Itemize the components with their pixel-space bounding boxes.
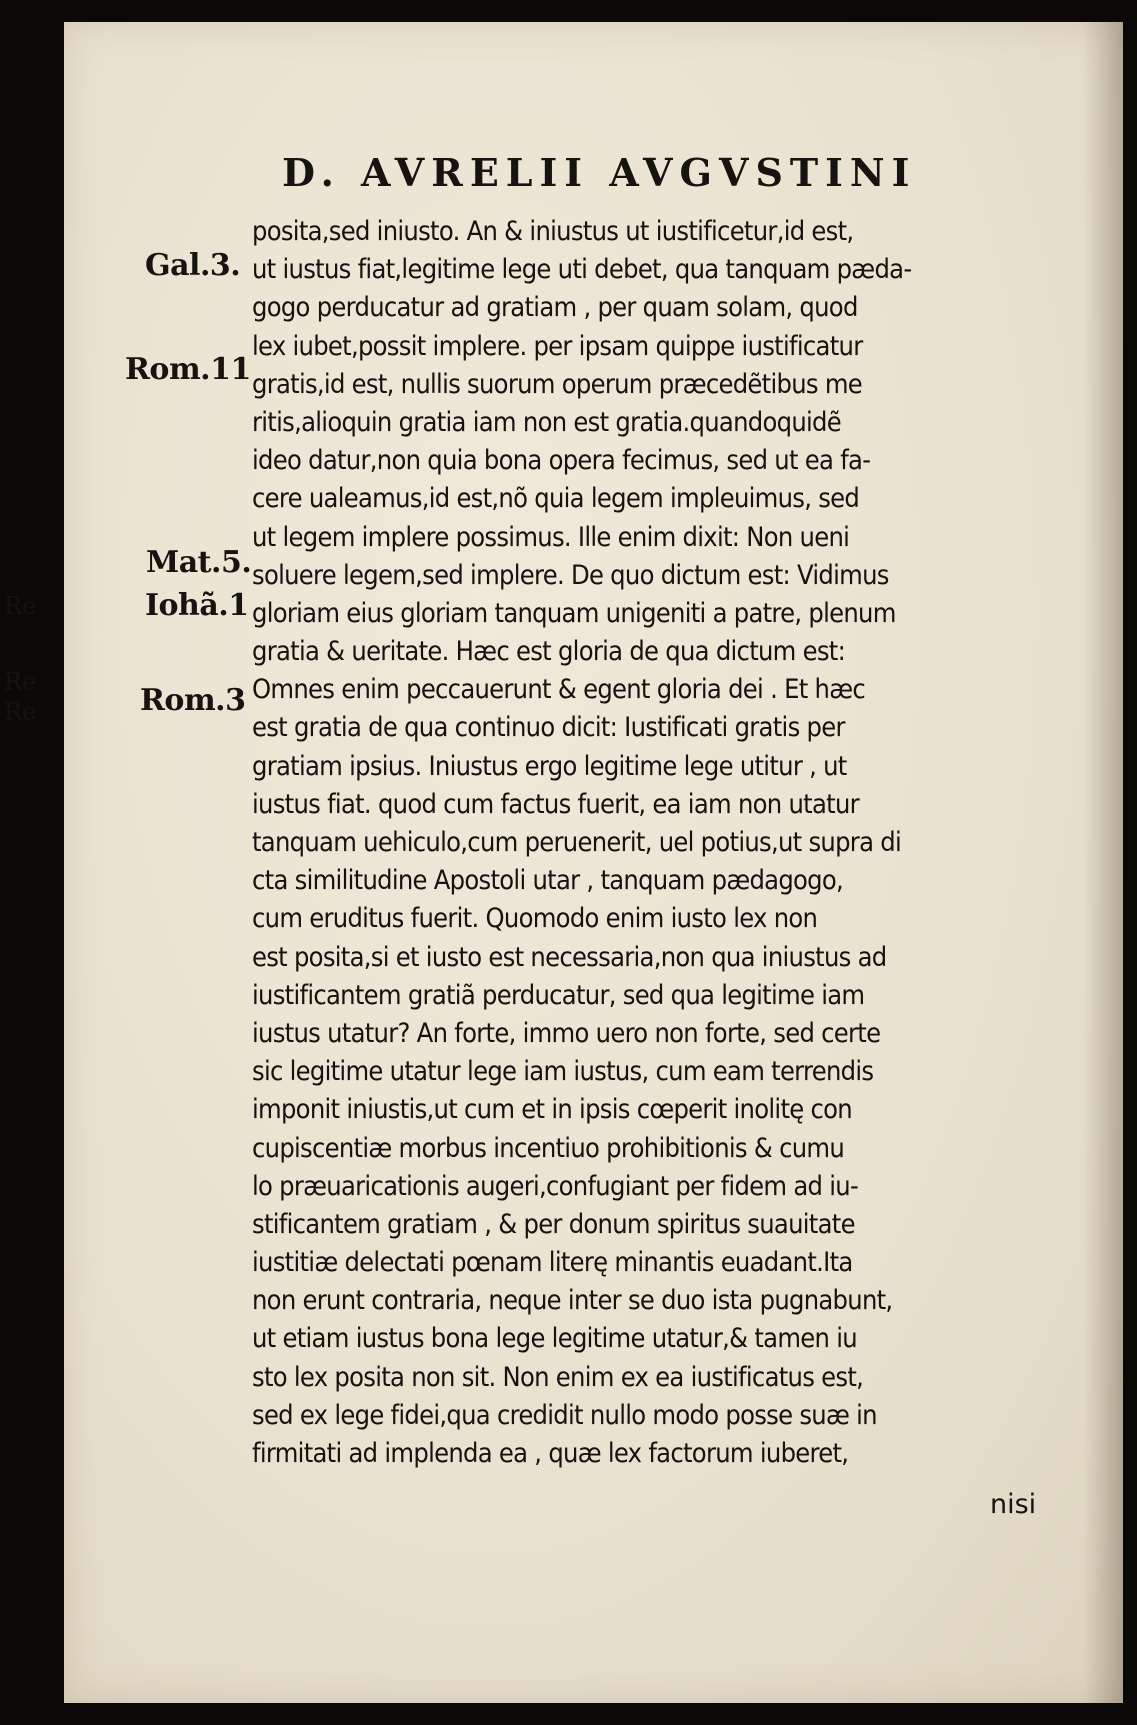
text-line: lex iubet,possit implere. per ipsam quippe iustificatur bbox=[252, 330, 863, 362]
text-line: est gratia de qua continuo dicit: Iustificati gratis per bbox=[252, 712, 845, 744]
text-line: posita,sed iniusto. An & iniustus ut iustificetur,id est, bbox=[252, 216, 854, 247]
text-line: stificantem gratiam , & per donum spiritus suauitate bbox=[252, 1208, 855, 1240]
page-gutter-shadow bbox=[1083, 22, 1123, 1703]
text-line: gratia & ueritate. Hæc est gloria de qua dictum est: bbox=[252, 636, 846, 668]
margin-note: Iohã.1 bbox=[145, 588, 249, 623]
text-line: cupiscentiæ morbus incentiuo prohibitionis & cumu bbox=[252, 1132, 845, 1164]
edge-fragment: Re bbox=[4, 698, 37, 726]
text-line: cta similitudine Apostoli utar , tanquam pædagogo, bbox=[252, 865, 844, 897]
text-line: non erunt contraria, neque inter se duo ista pugnabunt, bbox=[252, 1285, 893, 1317]
text-line: sto lex posita non sit. Non enim ex ea iustificatus est, bbox=[252, 1361, 864, 1393]
margin-note: Rom.11 bbox=[125, 352, 251, 387]
catchword: nisi bbox=[990, 1489, 1037, 1520]
text-line: imponit iniustis,ut cum et in ipsis cœperit inolitę con bbox=[252, 1094, 852, 1126]
text-line: gogo perducatur ad gratiam , per quam solam, quod bbox=[252, 292, 858, 324]
running-head: D. AVRELII AVGVSTINI bbox=[282, 150, 917, 195]
text-line: iustus fiat. quod cum factus fuerit, ea iam non utatur bbox=[252, 788, 859, 820]
text-line: ut etiam iustus bona lege legitime utatur,& tamen iu bbox=[252, 1323, 857, 1355]
body-text bbox=[252, 213, 1052, 1473]
text-line: iustus utatur? An forte, immo uero non forte, sed certe bbox=[252, 1017, 881, 1049]
text-line: tanquam uehiculo,cum peruenerit, uel potius,ut supra di bbox=[252, 827, 901, 858]
text-line: soluere legem,sed implere. De quo dictum est: Vidimus bbox=[252, 559, 889, 591]
edge-fragment: Re bbox=[4, 668, 37, 696]
text-line: lo præuaricationis augeri,confugiant per fidem ad iu- bbox=[252, 1170, 858, 1202]
margin-note: Gal.3. bbox=[145, 248, 241, 283]
edge-fragment: Re bbox=[4, 592, 37, 620]
text-line: sed ex lege fidei,qua credidit nullo modo posse suæ in bbox=[252, 1399, 877, 1431]
text-line: cum eruditus fuerit. Quomodo enim iusto lex non bbox=[252, 903, 818, 935]
text-line: iustificantem gratiã perducatur, sed qua legitime iam bbox=[252, 979, 865, 1011]
margin-note: Mat.5. bbox=[146, 545, 252, 580]
text-line: gloriam eius gloriam tanquam unigeniti a patre, plenum bbox=[252, 597, 896, 629]
margin-note: Rom.3 bbox=[140, 683, 246, 718]
text-line: ut iustus fiat,legitime lege uti debet, qua tanquam pæda- bbox=[252, 254, 912, 286]
text-line: cere ualeamus,id est,nõ quia legem impleuimus, sed bbox=[252, 483, 860, 515]
text-line: iustitiæ delectati pœnam literę minantis euadant.Ita bbox=[252, 1247, 853, 1279]
text-line: est posita,si et iusto est necessaria,non qua iniustus ad bbox=[252, 941, 887, 973]
text-line: gratis,id est, nullis suorum operum præcedẽtibus me bbox=[252, 368, 863, 400]
text-line: sic legitime utatur lege iam iustus, cum eam terrendis bbox=[252, 1056, 874, 1088]
text-line: firmitati ad implenda ea , quæ lex factorum iuberet, bbox=[252, 1438, 849, 1469]
text-line: ritis,alioquin gratia iam non est gratia.quandoquidẽ bbox=[252, 406, 841, 438]
text-line: ideo datur,non quia bona opera fecimus, sed ut ea fa- bbox=[252, 445, 871, 477]
text-line: ut legem implere possimus. Ille enim dixit: Non ueni bbox=[252, 521, 850, 553]
text-line: gratiam ipsius. Iniustus ergo legitime lege utitur , ut bbox=[252, 750, 847, 782]
text-line: Omnes enim peccauerunt & egent gloria dei . Et hæc bbox=[252, 674, 865, 706]
